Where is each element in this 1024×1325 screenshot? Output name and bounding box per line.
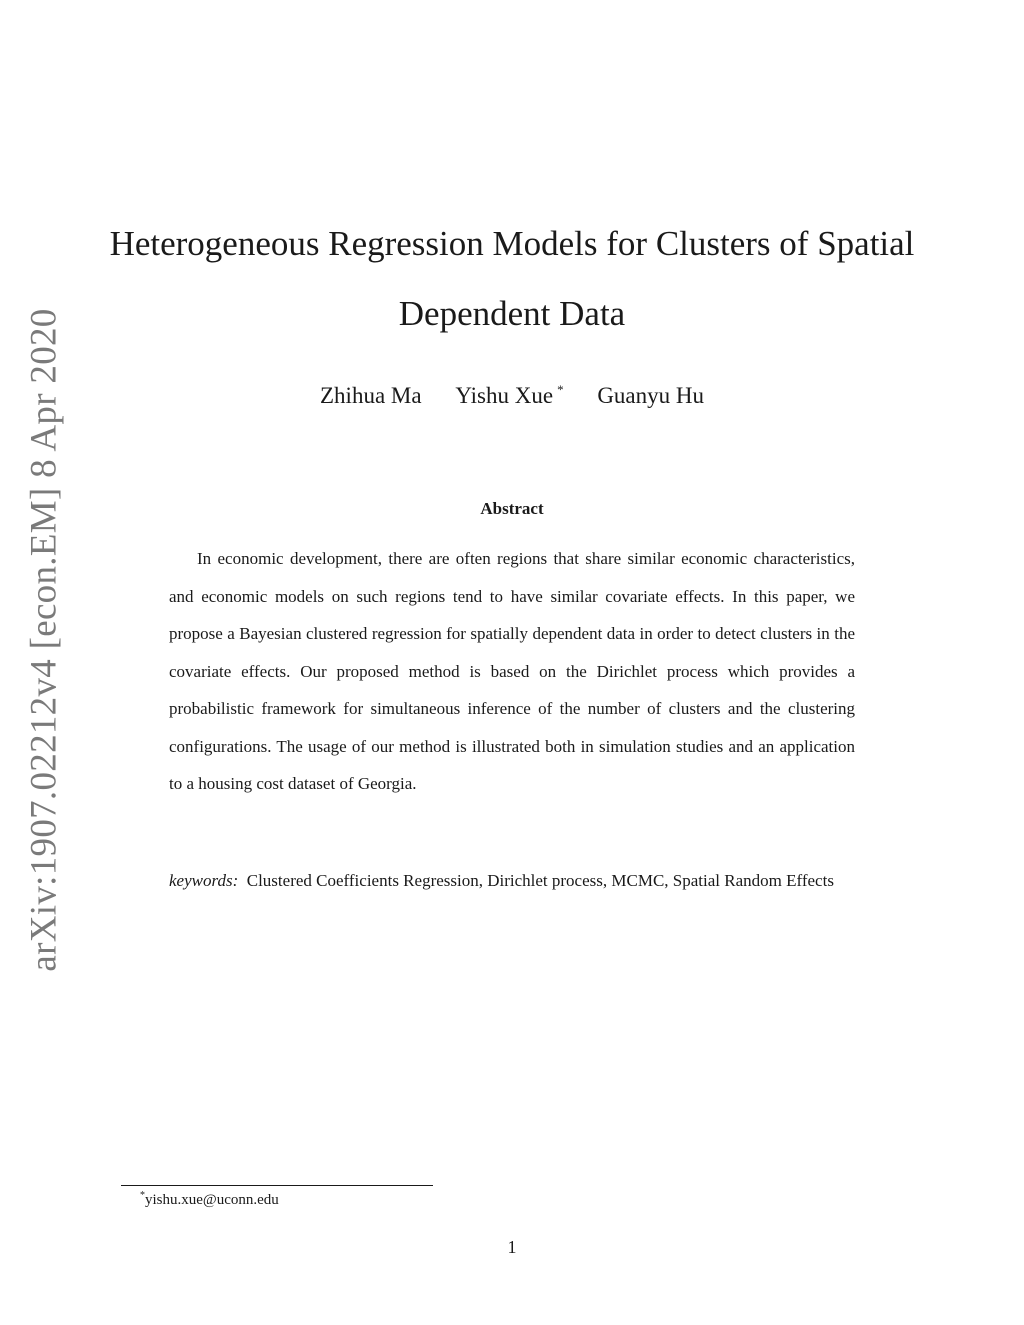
abstract-heading: Abstract <box>480 499 544 518</box>
author-2 <box>455 383 563 408</box>
footnote-rule <box>121 1185 433 1186</box>
author-name: Zhihua Ma <box>320 382 422 408</box>
paper-title-line-1: Heterogeneous Regression Models for Clusters of Spatial <box>109 224 915 263</box>
keywords-text: Clustered Coefficients Regression, Dirichlet process, MCMC, Spatial Random Effects <box>246 871 834 890</box>
abstract-body <box>169 540 855 803</box>
footnote-mark: * <box>140 1190 145 1201</box>
author-name: Yishu Xue <box>455 382 554 408</box>
keywords-label: keywords: <box>169 871 239 890</box>
author-1 <box>320 383 422 408</box>
abstract-text: In economic development, there are often regions that share similar economic characteristics, and economic models on such regions tend to have similar covariate effects. In this paper, we propose a Bayesian clustered regression for spatially dependent data in order to detect clusters in the covariate effects. Our proposed method is based on the Dirichlet process which provides a probabilistic framework for simultaneous inference of the number of clusters and the clustering configurations. The usage of our method is illustrated both in simulation studies and an application to a housing cost dataset of Georgia. <box>169 549 855 793</box>
author-3 <box>597 383 704 408</box>
footnote <box>140 1190 279 1209</box>
arxiv-identifier: arXiv:1907.02212v4 [econ.EM] 8 Apr 2020 <box>23 308 65 972</box>
footnote-email: yishu.xue@uconn.edu <box>145 1192 279 1208</box>
author-footnote-mark: * <box>557 382 564 397</box>
keywords <box>169 862 855 900</box>
paper-title-line-2: Dependent Data <box>398 294 626 333</box>
author-list <box>0 382 1024 409</box>
author-name: Guanyu Hu <box>597 382 704 408</box>
page-number: 1 <box>507 1237 517 1257</box>
